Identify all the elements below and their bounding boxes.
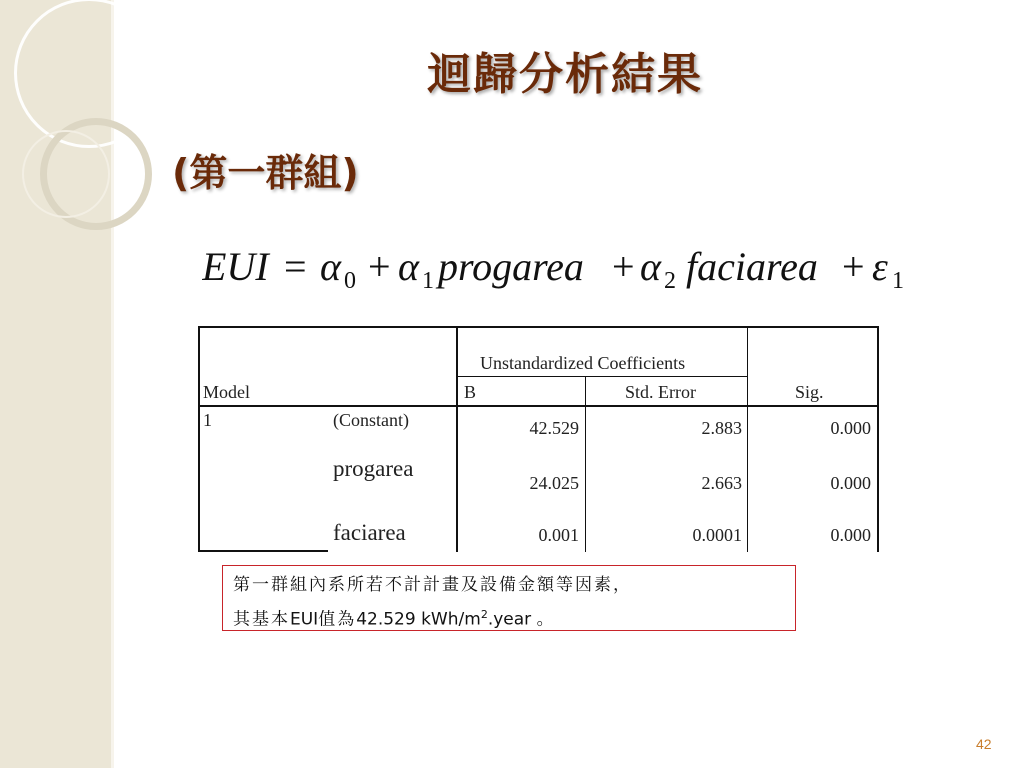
table-divider (585, 376, 586, 552)
cell-sig-faciarea: 0.000 (830, 525, 871, 545)
epsilon: ε (872, 244, 888, 289)
cell-std-error-faciarea: 0.0001 (692, 525, 742, 545)
row-name-constant: (Constant) (333, 410, 409, 430)
cell-std-error-constant: 2.883 (701, 418, 742, 438)
page-number: 42 (976, 736, 992, 752)
header-sig: Sig. (795, 382, 824, 402)
regression-equation (202, 238, 922, 296)
cell-sig-progarea: 0.000 (830, 473, 871, 493)
alpha-0: α (320, 244, 341, 289)
cell-std-error-progarea: 2.663 (701, 473, 742, 493)
table-divider (747, 326, 748, 552)
regression-coefficients-table (198, 326, 879, 552)
note-text: 其基本 (233, 609, 290, 630)
cell-b-constant: 42.529 (529, 418, 579, 438)
alpha-1: α (398, 244, 419, 289)
slide-title: 迴歸分析結果 (427, 49, 703, 100)
conclusion-note (222, 565, 796, 631)
table-border-right (877, 326, 879, 552)
plus-sign: + (612, 244, 635, 289)
table-divider (456, 326, 458, 552)
slide-subtitle: (第一群組) (172, 151, 359, 195)
note-line-1-text: 第一群組內系所若不計計畫及設備金額等因素， (233, 575, 632, 595)
epsilon-subscript: 1 (892, 268, 904, 294)
decorative-circle (22, 130, 110, 218)
note-eui: EUI (290, 609, 319, 630)
cell-sig-constant: 0.000 (830, 418, 871, 438)
plus-sign: + (842, 244, 865, 289)
model-number: 1 (203, 410, 212, 430)
equation-lhs: EUI (202, 244, 269, 289)
row-name-progarea: progarea (333, 456, 414, 481)
alpha-2-subscript: 2 (664, 268, 676, 294)
header-unstandardized-coefficients: Unstandardized Coefficients (480, 353, 686, 373)
header-std-error: Std. Error (625, 382, 696, 402)
alpha-1-subscript: 1 (422, 268, 434, 294)
equation-equals: = (284, 244, 307, 289)
cell-b-progarea: 24.025 (529, 473, 579, 493)
table-bottom-rule (198, 550, 328, 552)
note-text: 值為 (318, 609, 357, 630)
row-name-faciarea: faciarea (333, 520, 406, 545)
note-period: 。 (536, 609, 556, 630)
header-b: B (464, 382, 477, 402)
table-border-top (198, 326, 879, 328)
cell-b-faciarea: 0.001 (538, 525, 579, 545)
table-border-left (198, 326, 200, 552)
alpha-0-subscript: 0 (344, 268, 356, 294)
table-divider (457, 376, 747, 377)
header-model: Model (203, 382, 250, 402)
note-line-2 (233, 600, 785, 635)
alpha-2: α (640, 244, 661, 289)
note-superscript: 2 (480, 608, 488, 621)
table-header-rule (198, 405, 879, 407)
note-eui-value: 42.529 kWh/m (356, 609, 481, 630)
term-progarea: progarea (438, 244, 584, 289)
note-line-1 (233, 571, 785, 600)
term-faciarea: faciarea (686, 244, 818, 289)
note-unit-suffix: .year (487, 609, 532, 630)
plus-sign: + (368, 244, 391, 289)
